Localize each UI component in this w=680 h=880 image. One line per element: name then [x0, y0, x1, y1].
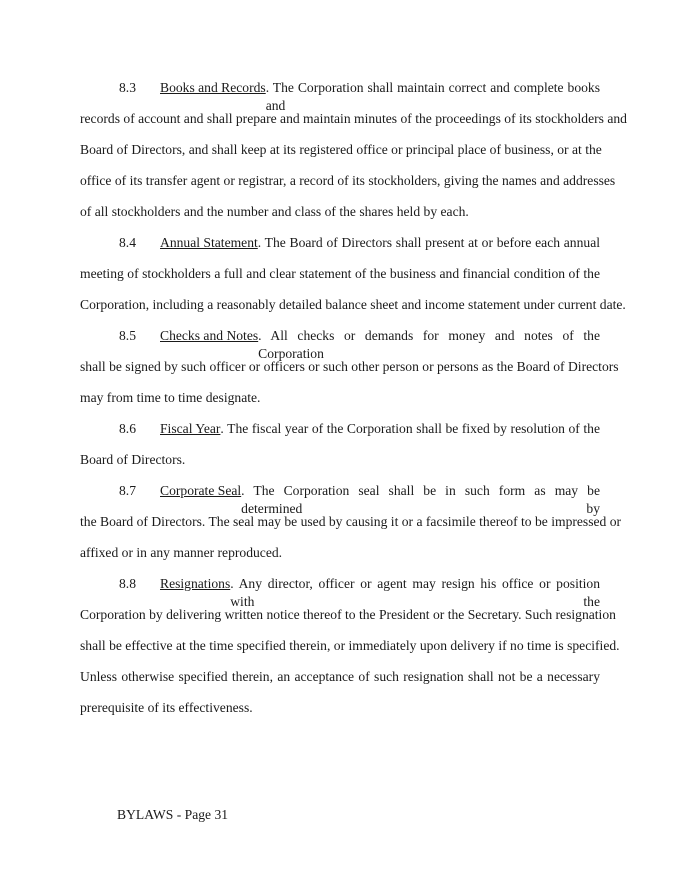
paragraph-line: meeting of stockholders a full and clear statement of the business and financial condition of the: [80, 266, 600, 281]
paragraph-line: records of account and shall prepare and maintain minutes of the proceedings of its stockholders and: [80, 111, 627, 126]
paragraph-line: shall be effective at the time specified therein, or immediately upon delivery if no time is specified.: [80, 638, 620, 653]
section-text: . The fiscal year of the Corporation shall be fixed by resolution of the: [220, 421, 600, 436]
section-heading: Corporate Seal: [160, 483, 242, 498]
paragraph-line: affixed or in any manner reproduced.: [80, 545, 283, 560]
section-heading: Checks and Notes: [160, 328, 259, 343]
section-number: 8.5: [119, 328, 136, 343]
paragraph-line: prerequisite of its effectiveness.: [80, 700, 253, 715]
section-number: 8.8: [119, 576, 136, 591]
paragraph-line: of all stockholders and the number and class of the shares held by each.: [80, 204, 469, 219]
paragraph-line: Board of Directors, and shall keep at its registered office or principal place of business, or at the: [80, 142, 602, 157]
section-number: 8.7: [119, 483, 136, 498]
section-text: . The Board of Directors shall present at or before each annual: [257, 235, 600, 250]
section-8-4-first-line: [119, 234, 600, 252]
section-heading: Resignations: [160, 576, 231, 591]
section-8-6-first-line: [119, 420, 600, 438]
section-8-8-first-line: [119, 575, 600, 609]
section-8-3-first-line: [119, 79, 600, 113]
paragraph-line: Unless otherwise specified therein, an acceptance of such resignation shall not be a necessary: [80, 669, 600, 684]
section-text: . All checks or demands for money and notes of the Corporation: [258, 328, 600, 361]
section-8-7-first-line: [119, 482, 600, 516]
section-heading: Books and Records: [160, 80, 266, 95]
paragraph-line: Board of Directors.: [80, 452, 186, 467]
section-number: 8.6: [119, 421, 136, 436]
paragraph-line: Corporation, including a reasonably detailed balance sheet and income statement under current date.: [80, 297, 626, 312]
section-8-5-first-line: [119, 327, 600, 361]
paragraph-line: shall be signed by such officer or officers or such other person or persons as the Board of Directors: [80, 359, 619, 374]
section-text: . The Corporation shall maintain correct and complete books and: [265, 80, 600, 113]
section-heading: Annual Statement: [160, 235, 258, 250]
section-text: . Any director, officer or agent may resign his office or position with the: [230, 576, 600, 609]
section-text: . The Corporation seal shall be in such form as may be determined by: [241, 483, 600, 516]
section-heading: Fiscal Year: [160, 421, 221, 436]
section-number: 8.4: [119, 235, 136, 250]
paragraph-line: may from time to time designate.: [80, 390, 261, 405]
section-number: 8.3: [119, 80, 136, 95]
paragraph-line: office of its transfer agent or registrar, a record of its stockholders, giving the names and addresses: [80, 173, 616, 188]
paragraph-line: Corporation by delivering written notice thereof to the President or the Secretary. Such resignation: [80, 607, 616, 622]
paragraph-line: the Board of Directors. The seal may be used by causing it or a facsimile thereof to be impressed or: [80, 514, 622, 529]
page-footer: BYLAWS - Page 31: [117, 807, 229, 822]
